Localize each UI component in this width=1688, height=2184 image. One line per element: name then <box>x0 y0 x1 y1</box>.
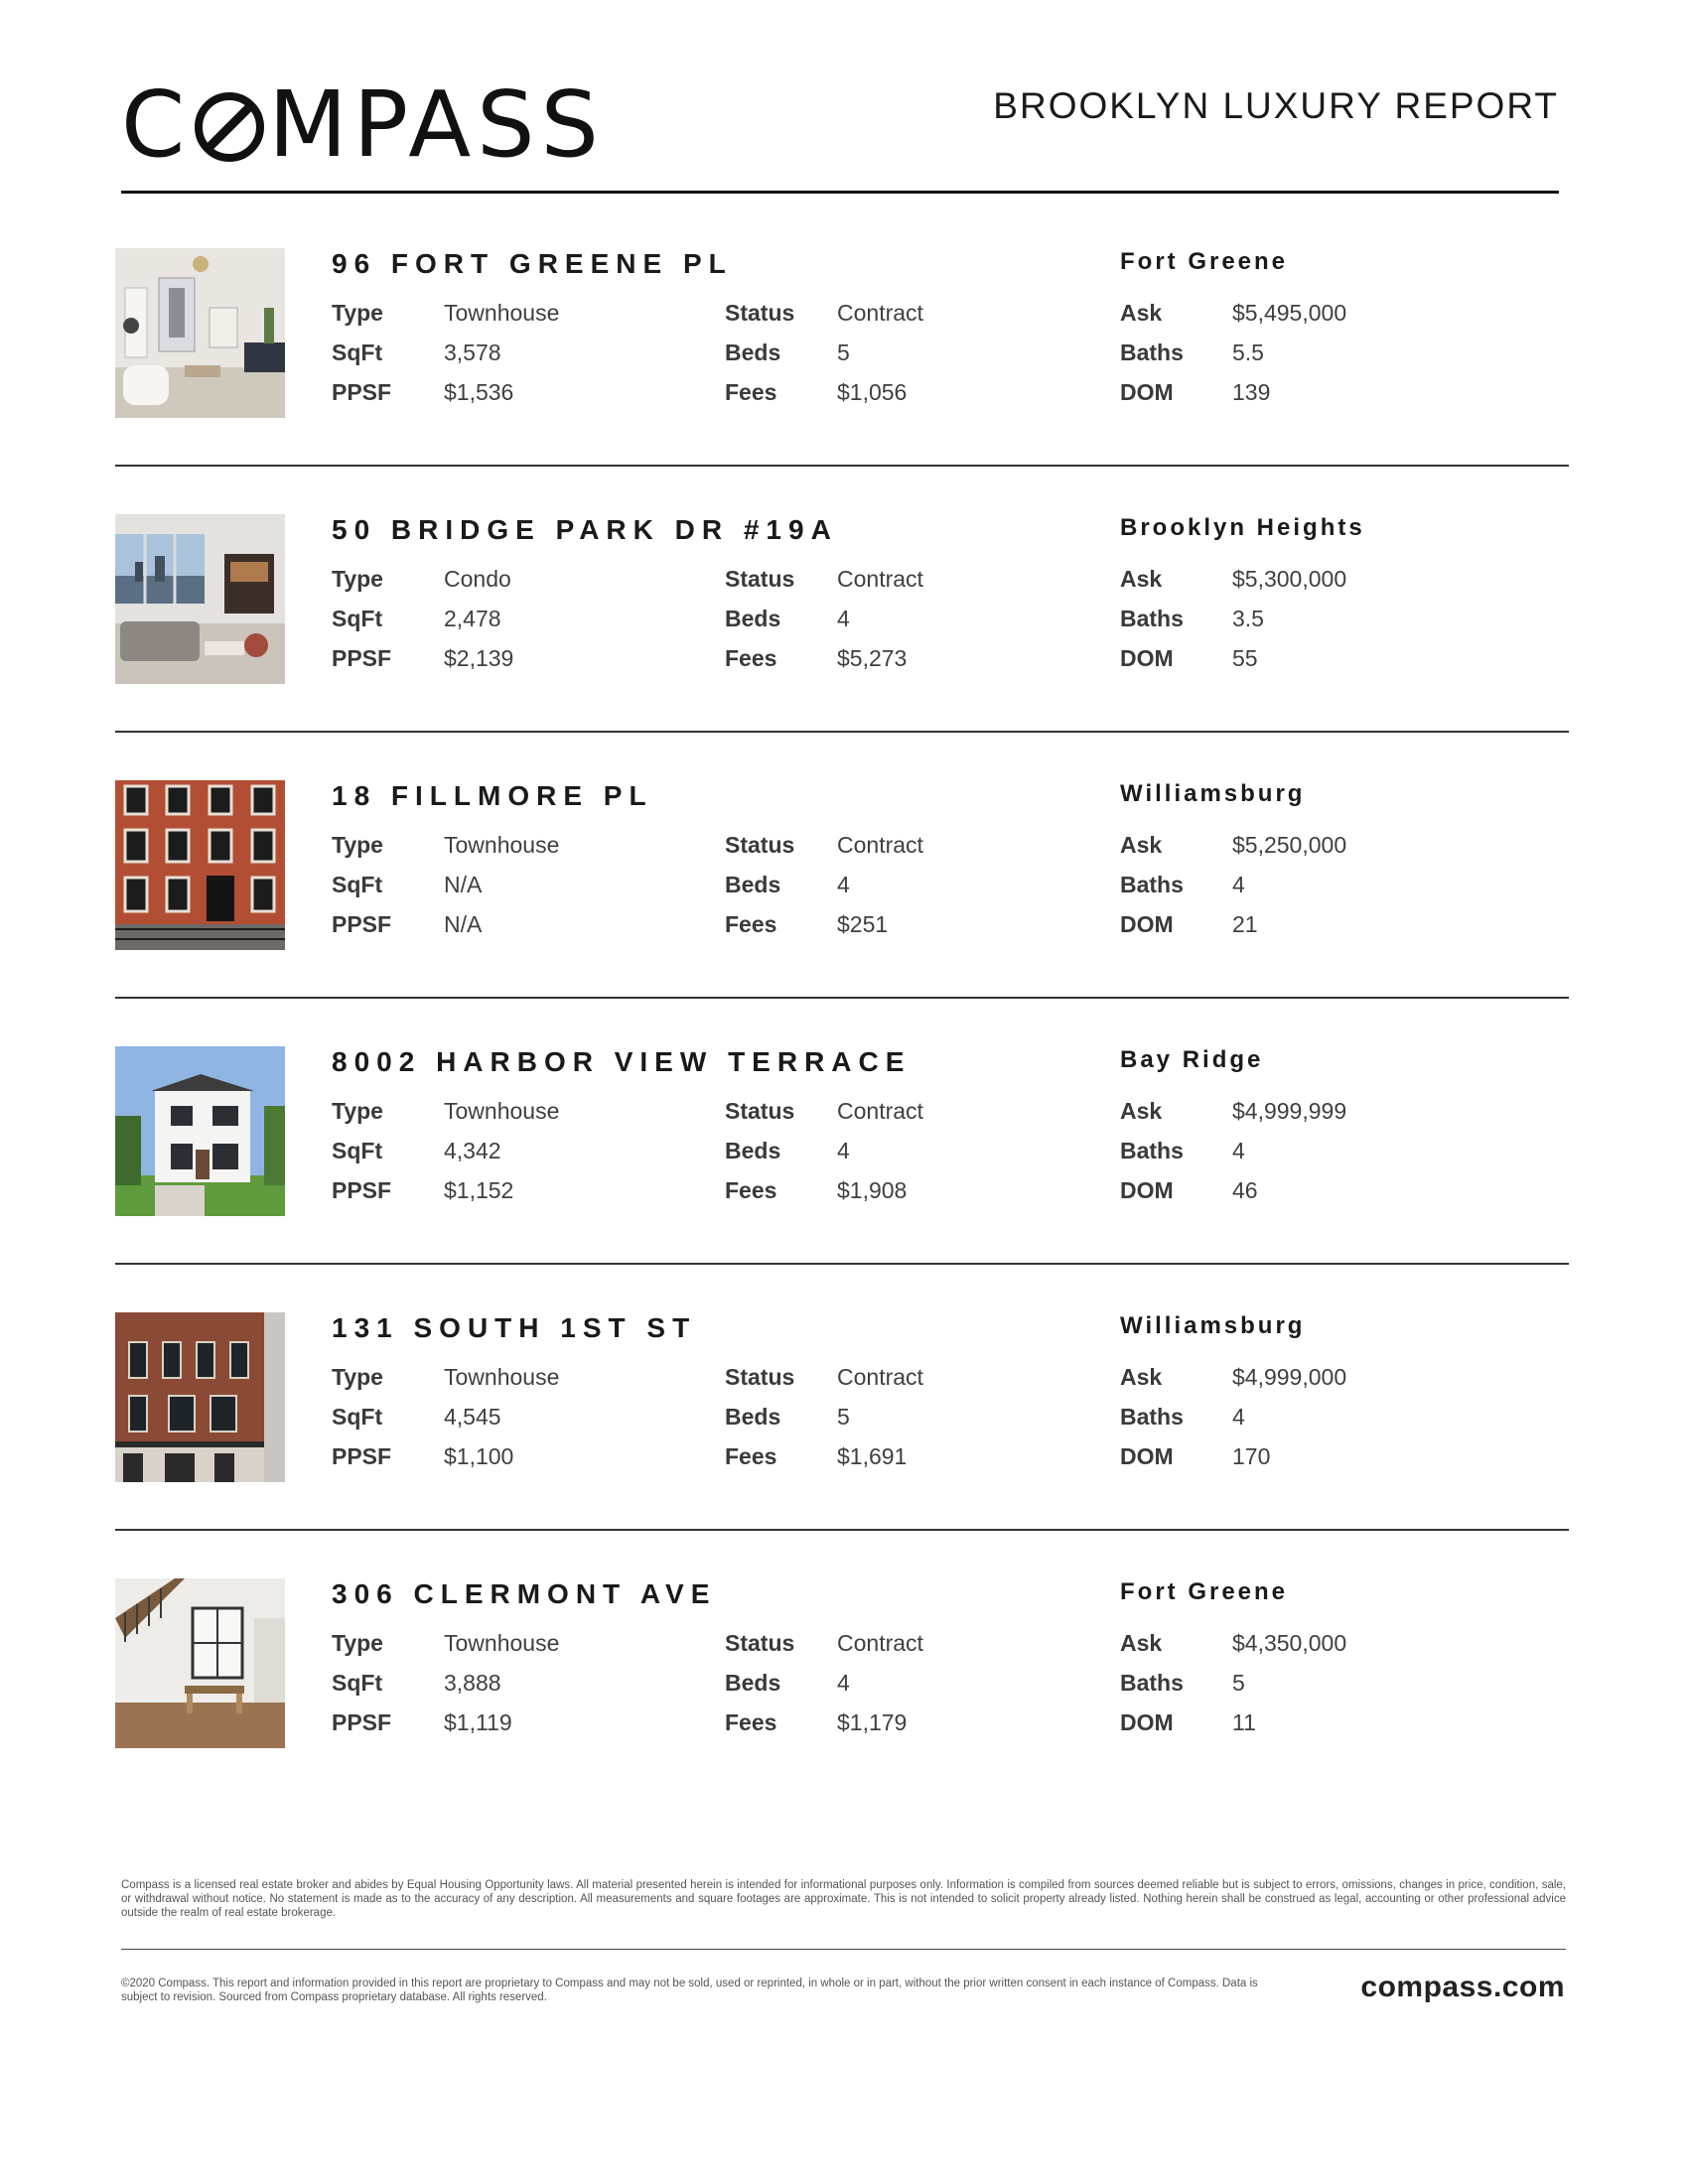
red-brick-facade-photo <box>115 780 285 950</box>
type-label: Type <box>332 1364 383 1390</box>
ppsf-label: PPSF <box>332 645 392 671</box>
ppsf-value: $1,119 <box>444 1709 512 1735</box>
listing-col-1 <box>332 1630 559 1749</box>
listing-col-2 <box>725 1630 923 1749</box>
listing-col-1 <box>332 566 513 685</box>
dom-label: DOM <box>1120 645 1174 671</box>
dom-label: DOM <box>1120 1709 1174 1735</box>
dom-label: DOM <box>1120 379 1174 405</box>
beds-label: Beds <box>725 872 781 897</box>
listing-divider <box>115 1529 1569 1531</box>
listing-col-3 <box>1120 1098 1346 1217</box>
listing-neighborhood: Brooklyn Heights <box>1120 514 1365 541</box>
listing-item <box>115 780 1569 1046</box>
condo-living-room-view-photo <box>115 514 285 684</box>
status-label: Status <box>725 566 795 592</box>
dom-value: 11 <box>1232 1709 1256 1735</box>
sqft-value: 3,578 <box>444 340 501 365</box>
type-label: Type <box>332 1630 383 1656</box>
interior-staircase-dining-photo <box>115 1578 285 1748</box>
listing-item <box>115 1046 1569 1312</box>
listing-col-2 <box>725 300 923 419</box>
listing-col-2 <box>725 1364 923 1483</box>
report-header <box>121 71 1559 194</box>
type-value: Townhouse <box>444 1630 560 1656</box>
listing-col-1 <box>332 1098 559 1217</box>
baths-label: Baths <box>1120 1670 1184 1696</box>
ask-label: Ask <box>1120 1364 1163 1390</box>
ask-label: Ask <box>1120 832 1163 858</box>
listing-col-1 <box>332 1364 559 1483</box>
status-value: Contract <box>837 1630 923 1656</box>
listing-col-2 <box>725 566 923 685</box>
listing-neighborhood: Williamsburg <box>1120 1312 1306 1339</box>
type-label: Type <box>332 566 383 592</box>
status-value: Contract <box>837 832 923 858</box>
beds-value: 4 <box>837 606 850 631</box>
sqft-label: SqFt <box>332 1138 383 1163</box>
ask-label: Ask <box>1120 300 1163 326</box>
ask-label: Ask <box>1120 1098 1163 1124</box>
beds-value: 5 <box>837 340 850 365</box>
type-label: Type <box>332 1098 383 1124</box>
type-value: Townhouse <box>444 1364 560 1390</box>
listing-address: 50 BRIDGE PARK DR #19A <box>332 514 838 545</box>
ask-value: $4,999,999 <box>1232 1098 1347 1124</box>
listing-col-3 <box>1120 1630 1346 1749</box>
baths-value: 4 <box>1232 872 1245 897</box>
beds-label: Beds <box>725 1670 781 1696</box>
fees-value: $1,691 <box>837 1443 908 1469</box>
baths-value: 5.5 <box>1232 340 1264 365</box>
website-link[interactable]: compass.com <box>1360 1971 1565 2003</box>
listing-col-2 <box>725 832 923 951</box>
listing-col-3 <box>1120 566 1346 685</box>
listing-divider <box>115 997 1569 999</box>
type-value: Townhouse <box>444 300 560 326</box>
sqft-value: 2,478 <box>444 606 501 631</box>
fees-value: $251 <box>837 911 889 937</box>
dom-value: 170 <box>1232 1443 1271 1469</box>
status-label: Status <box>725 832 795 858</box>
fees-label: Fees <box>725 1177 777 1203</box>
ppsf-label: PPSF <box>332 1443 392 1469</box>
fees-label: Fees <box>725 911 777 937</box>
fees-value: $1,056 <box>837 379 908 405</box>
baths-label: Baths <box>1120 1404 1184 1430</box>
ppsf-value: $1,536 <box>444 379 514 405</box>
listing-address: 8002 HARBOR VIEW TERRACE <box>332 1046 912 1077</box>
dom-label: DOM <box>1120 1177 1174 1203</box>
type-label: Type <box>332 832 383 858</box>
beds-label: Beds <box>725 1404 781 1430</box>
report-title: BROOKLYN LUXURY REPORT <box>993 85 1559 126</box>
sqft-label: SqFt <box>332 872 383 897</box>
listings-list <box>115 248 1569 1844</box>
listing-col-2 <box>725 1098 923 1217</box>
baths-value: 5 <box>1232 1670 1245 1696</box>
sqft-value: N/A <box>444 872 483 897</box>
status-value: Contract <box>837 1098 923 1124</box>
listing-col-3 <box>1120 832 1346 951</box>
ppsf-value: $1,152 <box>444 1177 514 1203</box>
fees-label: Fees <box>725 645 777 671</box>
listing-col-3 <box>1120 1364 1346 1483</box>
ppsf-value: N/A <box>444 911 483 937</box>
type-label: Type <box>332 300 383 326</box>
beds-value: 4 <box>837 872 850 897</box>
sqft-value: 4,342 <box>444 1138 501 1163</box>
sqft-value: 3,888 <box>444 1670 501 1696</box>
beds-label: Beds <box>725 606 781 631</box>
interior-living-room-photo <box>115 248 285 418</box>
ask-label: Ask <box>1120 566 1163 592</box>
legal-disclaimer: Compass is a licensed real estate broker and abides by Equal Housing Opportunity laws. All material presented herein is intended for informational purposes only. Information is compiled from sources deemed reliable but is subject to errors, omissions, changes in price, condition, sale, or withdrawal without notice. No statement is made as to the accuracy of any description. All measurements and square footages are approximate. This is not intended to solicit property already listed. Nothing herein shall be construed as legal, accounting or other professional advice outside the realm of real estate brokerage. <box>121 1879 1566 1919</box>
ppsf-value: $1,100 <box>444 1443 514 1469</box>
baths-value: 3.5 <box>1232 606 1264 631</box>
ppsf-label: PPSF <box>332 1709 392 1735</box>
dom-value: 21 <box>1232 911 1258 937</box>
status-value: Contract <box>837 566 923 592</box>
type-value: Townhouse <box>444 832 560 858</box>
brick-townhouse-facade-photo <box>115 1312 285 1482</box>
listing-item <box>115 1578 1569 1844</box>
status-value: Contract <box>837 1364 923 1390</box>
ask-label: Ask <box>1120 1630 1163 1656</box>
listing-address: 131 SOUTH 1ST ST <box>332 1312 697 1343</box>
ask-value: $4,350,000 <box>1232 1630 1347 1656</box>
beds-value: 5 <box>837 1404 850 1430</box>
type-value: Townhouse <box>444 1098 560 1124</box>
listing-item <box>115 1312 1569 1578</box>
fees-label: Fees <box>725 1709 777 1735</box>
type-value: Condo <box>444 566 511 592</box>
ppsf-label: PPSF <box>332 911 392 937</box>
ppsf-value: $2,139 <box>444 645 514 671</box>
ppsf-label: PPSF <box>332 379 392 405</box>
sqft-label: SqFt <box>332 340 383 365</box>
fees-value: $5,273 <box>837 645 908 671</box>
baths-label: Baths <box>1120 872 1184 897</box>
ask-value: $5,300,000 <box>1232 566 1347 592</box>
dom-value: 46 <box>1232 1177 1258 1203</box>
baths-label: Baths <box>1120 606 1184 631</box>
dom-value: 55 <box>1232 645 1258 671</box>
ask-value: $4,999,000 <box>1232 1364 1347 1390</box>
listing-address: 306 CLERMONT AVE <box>332 1578 717 1609</box>
baths-label: Baths <box>1120 1138 1184 1163</box>
ppsf-label: PPSF <box>332 1177 392 1203</box>
status-label: Status <box>725 300 795 326</box>
beds-label: Beds <box>725 1138 781 1163</box>
listing-col-1 <box>332 832 559 951</box>
listing-col-3 <box>1120 300 1346 419</box>
dom-label: DOM <box>1120 911 1174 937</box>
listing-neighborhood: Bay Ridge <box>1120 1046 1264 1073</box>
fees-value: $1,908 <box>837 1177 908 1203</box>
fees-value: $1,179 <box>837 1709 908 1735</box>
baths-label: Baths <box>1120 340 1184 365</box>
copyright-notice: ©2020 Compass. This report and information provided in this report are proprietary to Compass and may not be sold, used or reprinted, in whole or in part, without the prior written consent in each instance of Compass. Data is subject to revision. Sourced from Compass proprietary database. All rights reserved. <box>121 1978 1258 2003</box>
ask-value: $5,250,000 <box>1232 832 1347 858</box>
listing-divider <box>115 465 1569 467</box>
white-house-exterior-photo <box>115 1046 285 1216</box>
listing-item <box>115 514 1569 780</box>
dom-label: DOM <box>1120 1443 1174 1469</box>
listing-address: 96 FORT GREENE PL <box>332 248 733 279</box>
status-label: Status <box>725 1098 795 1124</box>
sqft-label: SqFt <box>332 606 383 631</box>
fees-label: Fees <box>725 1443 777 1469</box>
listing-col-1 <box>332 300 559 419</box>
listing-address: 18 FILLMORE PL <box>332 780 653 811</box>
listing-neighborhood: Williamsburg <box>1120 780 1306 807</box>
baths-value: 4 <box>1232 1404 1245 1430</box>
compass-o-icon <box>195 92 264 162</box>
status-label: Status <box>725 1630 795 1656</box>
listing-divider <box>115 1263 1569 1265</box>
footer-divider <box>121 1949 1566 1950</box>
baths-value: 4 <box>1232 1138 1245 1163</box>
beds-value: 4 <box>837 1138 850 1163</box>
ask-value: $5,495,000 <box>1232 300 1347 326</box>
sqft-label: SqFt <box>332 1404 383 1430</box>
listing-neighborhood: Fort Greene <box>1120 1578 1289 1605</box>
beds-value: 4 <box>837 1670 850 1696</box>
status-value: Contract <box>837 300 923 326</box>
dom-value: 139 <box>1232 379 1271 405</box>
sqft-label: SqFt <box>332 1670 383 1696</box>
beds-label: Beds <box>725 340 781 365</box>
listing-item <box>115 248 1569 514</box>
listing-neighborhood: Fort Greene <box>1120 248 1289 275</box>
status-label: Status <box>725 1364 795 1390</box>
header-divider <box>121 191 1559 194</box>
sqft-value: 4,545 <box>444 1404 501 1430</box>
listing-divider <box>115 731 1569 733</box>
fees-label: Fees <box>725 379 777 405</box>
compass-logo: C MPASS <box>121 71 605 178</box>
